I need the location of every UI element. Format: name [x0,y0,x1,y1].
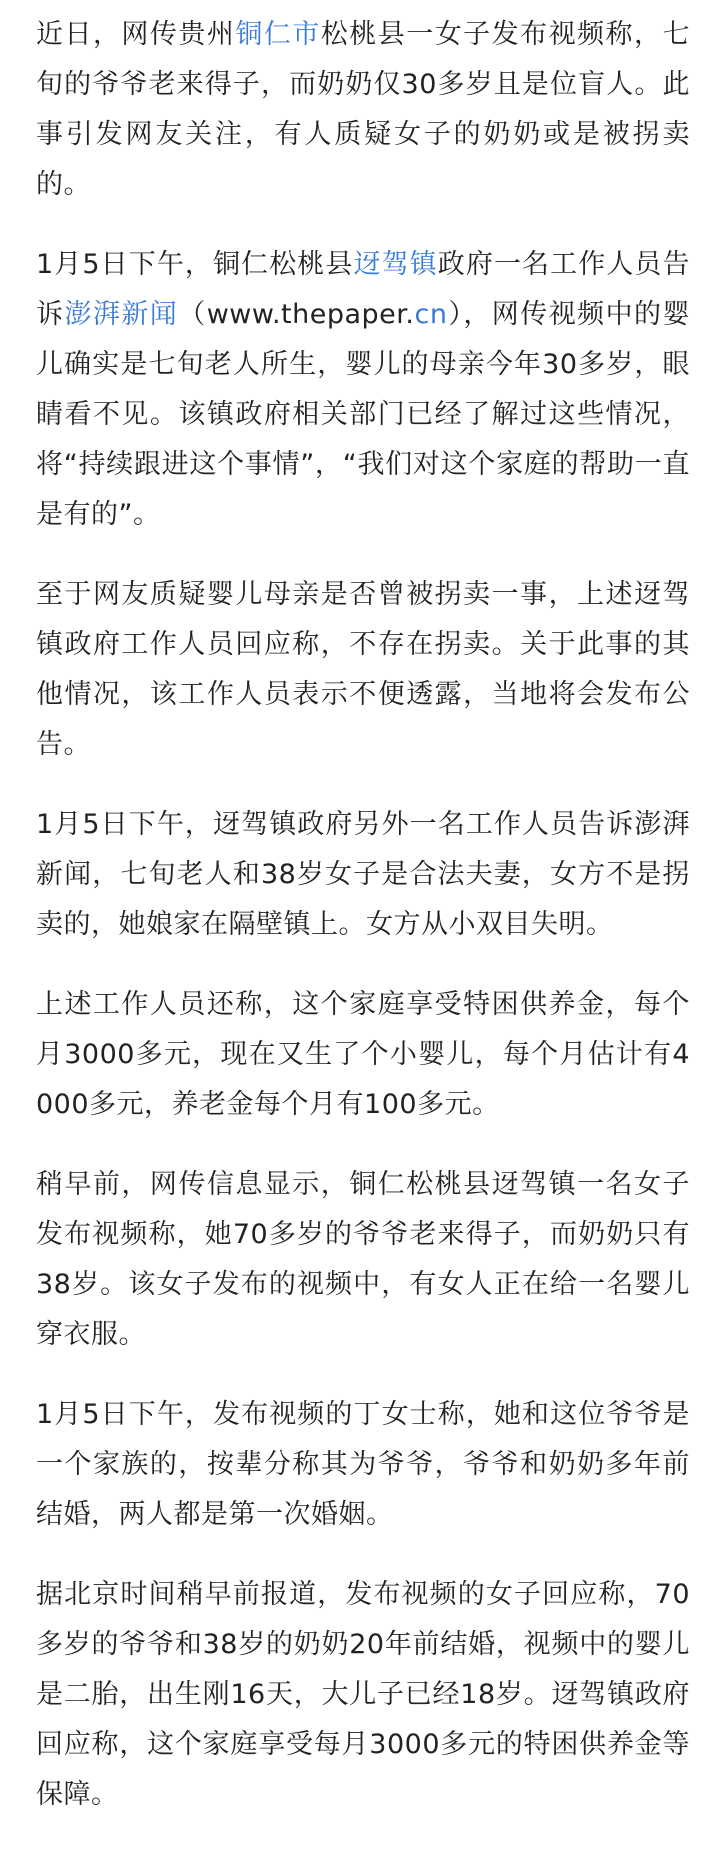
paragraph-text: 据北京时间稍早前报道，发布视频的女子回应称，70多岁的爷爷和38岁的奶奶20年前结婚，视频中的婴儿是二胎，出生刚16天，大儿子已经18岁。迓驾镇政府回应称，这个家庭享受每月3000多元的特困供养金等保障。 [36,1579,690,1810]
paragraph-3 [36,570,690,770]
paragraph-text: 上述工作人员还称，这个家庭享受特困供养金，每个月3000多元，现在又生了个小婴儿，每个月估计有4000多元，养老金每个月有100多元。 [36,989,690,1120]
paragraph-8 [36,1570,690,1820]
paragraph-7 [36,1390,690,1540]
paragraph-4 [36,800,690,950]
paragraph-text: （www.thepaper. [178,299,415,330]
paragraph-1 [36,10,690,210]
paragraph-text: ），网传视频中的婴儿确实是七旬老人所生，婴儿的母亲今年30多岁，眼睛看不见。该镇政府相关部门已经了解过这些情况，将“持续跟进这个事情”，“我们对这个家庭的帮助一直是有的”。 [36,299,690,530]
link-the-paper[interactable]: 澎湃新闻 [64,299,179,330]
paragraph-text: 1月5日下午，迓驾镇政府另外一名工作人员告诉澎湃新闻，七旬老人和38岁女子是合法夫妻，女方不是拐卖的，她娘家在隔壁镇上。女方从小双目失明。 [36,809,690,940]
paragraph-2 [36,240,690,540]
paragraph-text: 至于网友质疑婴儿母亲是否曾被拐卖一事，上述迓驾镇政府工作人员回应称，不存在拐卖。关于此事的其他情况，该工作人员表示不便透露，当地将会发布公告。 [36,579,690,760]
paragraph-text: 1月5日下午，铜仁松桃县 [36,249,354,280]
link-tongren-city[interactable]: 铜仁市 [235,19,321,50]
link-cn[interactable]: cn [414,299,448,330]
paragraph-6 [36,1160,690,1360]
paragraph-text: 1月5日下午，发布视频的丁女士称，她和这位爷爷是一个家族的，按辈分称其为爷爷，爷爷和奶奶多年前结婚，两人都是第一次婚姻。 [36,1399,690,1530]
link-yajia-town[interactable]: 迓驾镇 [353,249,438,280]
paragraph-text: 近日，网传贵州 [36,19,236,50]
paragraph-text: 政府一名工作人员告诉 [36,249,691,330]
paragraph-text: 稍早前，网传信息显示，铜仁松桃县迓驾镇一名女子发布视频称，她70多岁的爷爷老来得子，而奶奶只有38岁。该女子发布的视频中，有女人正在给一名婴儿穿衣服。 [36,1169,690,1350]
paragraph-text: 松桃县一女子发布视频称，七旬的爷爷老来得子，而奶奶仅30多岁且是位盲人。此事引发网友关注，有人质疑女子的奶奶或是被拐卖的。 [36,19,691,200]
paragraph-5 [36,980,690,1130]
